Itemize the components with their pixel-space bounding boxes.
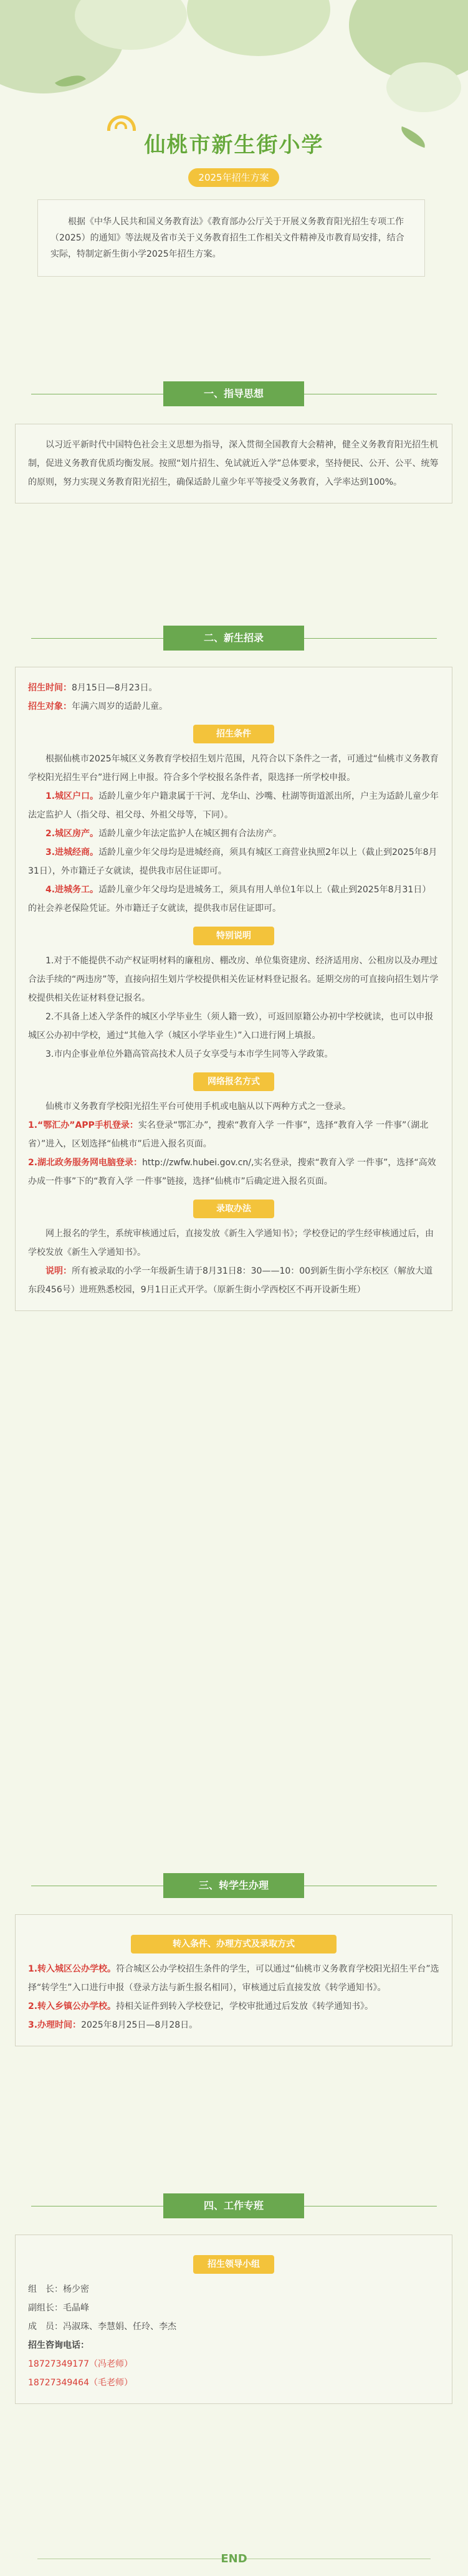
online-method-2: 2.湖北政务服务网电脑登录：http://zwfw.hubei.gov.cn/,实名登录，搜索“教育入学 一件事”，选择“高效办成一件事”下的“教育入学 一件事”链接，选择“仙桃市”后确定进入报名页面。	[28, 1158, 436, 1186]
section-title-enrollment: 二、新生招录	[163, 626, 304, 651]
page-title: 仙桃市新生街小学	[144, 133, 324, 158]
section-box-transfer	[15, 1914, 452, 2046]
special-3: 3.市内企事业单位外籍高管高技术人员子女享受与本市学生同等入学政策。	[45, 1049, 333, 1059]
section-title-team: 四、工作专班	[163, 2193, 304, 2218]
transfer-3: 3.办理时间：2025年8月25日—8月28日。	[28, 2020, 198, 2030]
section-box-guiding	[15, 424, 452, 503]
enroll-target: 招生对象：年满六周岁的适龄儿童。	[28, 702, 168, 712]
admission-2: 说明：所有被录取的小学一年级新生请于8月31日8：30——10：00到新生街小学东校区（解放大道东段456号）进班熟悉校园，9月1日正式开学。（原新生街小学西校区不再开设新生班）	[28, 1266, 433, 1295]
special-1: 1.对于不能提供不动产权证明材料的廉租房、棚改房、单位集资建房、经济适用房、公租房以及办理过合法手续的“两违房”等，直接向招生划片学校提供相关佐证材料登记报名。延期交房的可直接向招生划片学校提供相关佐证材料登记报名。	[28, 956, 439, 1003]
hotline-phone-2[interactable]: 18727349464（毛老师）	[28, 2378, 133, 2388]
hotline-title: 招生咨询电话：	[28, 2340, 89, 2350]
team-leader: 组 长：杨少密	[28, 2284, 89, 2294]
transfer-2: 2.转入乡镇公办学校。持相关证件到转入学校登记，学校审批通过后发放《转学通知书》。	[28, 2001, 374, 2011]
pill-transfer: 转入条件、办理方式及录取方式	[131, 1935, 337, 1953]
pill-team: 招生领导小组	[193, 2255, 274, 2274]
decor-blob	[187, 0, 330, 56]
condition-4: 4.进城务工。适龄儿童少年父母均是进城务工，须具有用人单位1年以上（截止到2025年8月31日）的社会养老保险凭证。外市籍迁子女就读，提供我市居住证即可。	[28, 885, 431, 914]
condition-2: 2.城区房产。适龄儿童少年法定监护人在城区拥有合法房产。	[45, 829, 282, 839]
condition-3: 3.进城经商。适龄儿童少年父母均是进城经商，须具有城区工商营业执照2年以上（截止到2025年8月31日），外市籍迁子女就读，提供我市居住证即可。	[28, 847, 437, 876]
conditions-intro: 根据仙桃市2025年城区义务教育学校招生划片范围，凡符合以下条件之一者，可通过“仙桃市义务教育学校阳光招生平台”进行网上申报。符合多个学校报名条件者，限选择一所学校申报。	[28, 754, 439, 783]
team-members: 成 员：冯淑珠、李慧娟、任玲、李杰	[28, 2322, 176, 2332]
pill-special: 特别说明	[193, 927, 274, 945]
enroll-time: 招生时间：8月15日—8月23日。	[28, 683, 158, 693]
pill-admission: 录取办法	[193, 1200, 274, 1218]
decor-blob	[386, 62, 461, 112]
online-intro: 仙桃市义务教育学校阳光招生平台可使用手机或电脑从以下两种方式之一登录。	[45, 1102, 351, 1112]
pill-online: 网络报名方式	[193, 1072, 274, 1091]
intro-paragraph: 根据《中华人民共和国义务教育法》《教育部办公厅关于开展义务教育阳光招生专项工作（2025）的通知》等法规及省市关于义务教育招生工作相关文件精神及市教育局安排，结合实际，特制定新生街小学2025年招生方案。	[37, 199, 425, 277]
team-deputy: 副组长：毛晶峰	[28, 2303, 89, 2313]
special-2: 2.不具备上述入学条件的城区小学毕业生（须人籍一致），可返回原籍公办初中学校就读，也可以申报城区公办初中学校，通过“其他入学（城区小学毕业生）”入口进行网上填报。	[28, 1012, 434, 1041]
hotline-phone-1[interactable]: 18727349177（冯老师）	[28, 2359, 133, 2369]
section-title-guiding: 一、指导思想	[163, 381, 304, 406]
guiding-text: 以习近平新时代中国特色社会主义思想为指导，深入贯彻全国教育大会精神，健全义务教育阳光招生机制，促进义务教育优质均衡发展。按照“划片招生、免试就近入学”总体要求，坚持便民、公开、公平、统筹的原则，努力实现义务教育阳光招生，确保适龄儿童少年平等接受义务教育，入学率达到100%。	[28, 440, 439, 487]
page-subtitle: 2025年招生方案	[188, 168, 279, 187]
pill-conditions: 招生条件	[193, 725, 274, 743]
admission-1: 网上报名的学生，系统审核通过后，直接发放《新生入学通知书》；学校登记的学生经审核通过后，由学校发放《新生入学通知书》。	[28, 1229, 434, 1257]
section-box-team	[15, 2235, 452, 2404]
section-box-enrollment	[15, 667, 452, 1311]
online-method-1: 1.“鄂汇办”APP手机登录：实名登录“鄂汇办”，搜索“教育入学 一件事”，选择“教育入学 一件事”（湖北省）”进入，区划选择“仙桃市”后进入报名页面。	[28, 1120, 429, 1149]
section-title-transfer: 三、转学生办理	[163, 1873, 304, 1898]
transfer-1: 1.转入城区公办学校。符合城区公办学校招生条件的学生，可以通过“仙桃市义务教育学校阳光招生平台”选择“转学生”入口进行申报（登录方法与新生报名相同），审核通过后直接发放《转学通知书》。	[28, 1964, 439, 1993]
footer-end: END	[221, 2552, 247, 2565]
condition-1: 1.城区户口。适龄儿童少年户籍隶属于干河、龙华山、沙嘴、杜湖等街道派出所，户主为适龄儿童少年法定监护人（指父母、祖父母、外祖父母等，下同）。	[28, 791, 439, 820]
